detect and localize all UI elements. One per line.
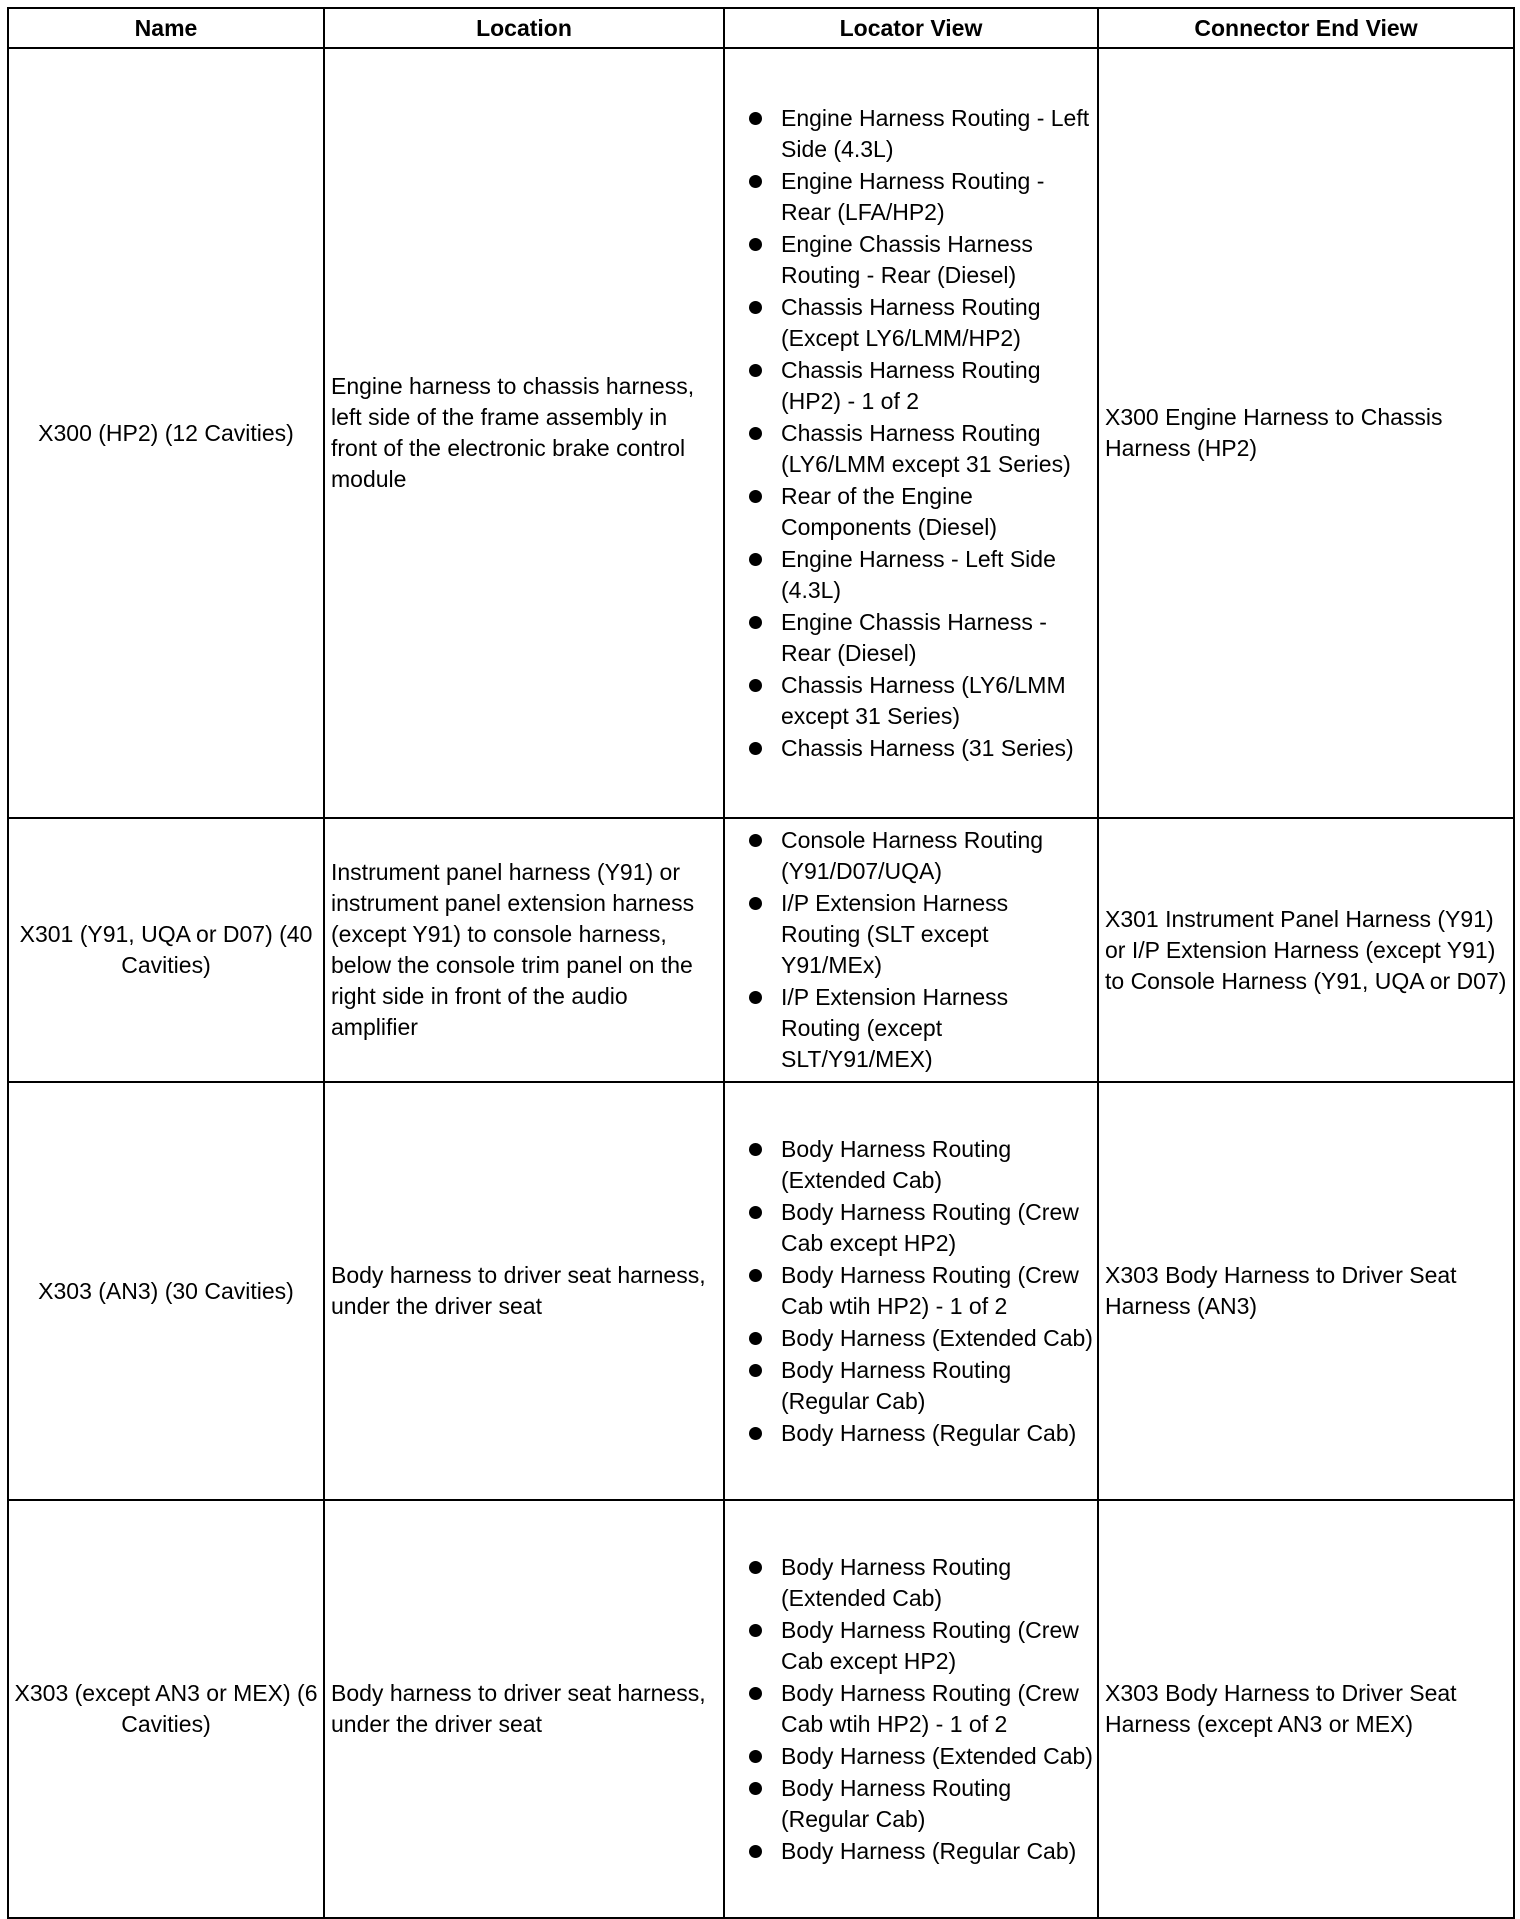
- bullet-icon: [749, 1332, 762, 1345]
- locator-view-cell: [724, 1500, 1098, 1918]
- locator-view-item: [725, 1741, 1093, 1772]
- header-connector-end-view: Connector End View: [1098, 8, 1514, 48]
- locator-view-item: [725, 1355, 1093, 1417]
- locator-view-item: [725, 1836, 1093, 1867]
- locator-view-item: [725, 607, 1093, 669]
- locator-view-link[interactable]: Engine Harness Routing - Rear (LFA/HP2): [781, 167, 1045, 225]
- locator-view-link[interactable]: Body Harness (Regular Cab): [781, 1419, 1077, 1446]
- locator-view-link[interactable]: Engine Chassis Harness - Rear (Diesel): [781, 608, 1047, 666]
- table-row: [8, 818, 1514, 1082]
- locator-view-item: [725, 229, 1093, 291]
- locator-view-item: [725, 1323, 1093, 1354]
- locator-view-item: [725, 1552, 1093, 1614]
- locator-view-cell: [724, 1082, 1098, 1500]
- locator-view-list: [725, 1134, 1093, 1449]
- bullet-icon: [749, 1750, 762, 1763]
- connector-name: X303 (AN3) (30 Cavities): [8, 1082, 324, 1500]
- bullet-icon: [749, 1624, 762, 1637]
- bullet-icon: [749, 679, 762, 692]
- table-body: [8, 48, 1514, 1918]
- connector-location: Body harness to driver seat harness, under the driver seat: [324, 1500, 724, 1918]
- locator-view-cell: [724, 48, 1098, 818]
- locator-view-item: [725, 825, 1093, 887]
- table-row: [8, 1500, 1514, 1918]
- connector-end-view-link[interactable]: X300 Engine Harness to Chassis Harness (HP2): [1098, 48, 1514, 818]
- locator-view-link[interactable]: Chassis Harness Routing (HP2) - 1 of 2: [781, 356, 1041, 414]
- header-location: Location: [324, 8, 724, 48]
- locator-view-link[interactable]: Body Harness Routing (Regular Cab): [781, 1356, 1012, 1414]
- bullet-icon: [749, 490, 762, 503]
- locator-view-link[interactable]: Engine Harness Routing - Left Side (4.3L): [781, 104, 1090, 162]
- locator-view-link[interactable]: Engine Chassis Harness Routing - Rear (Diesel): [781, 230, 1033, 288]
- bullet-icon: [749, 1364, 762, 1377]
- header-locator-view: Locator View: [724, 8, 1098, 48]
- locator-view-item: [725, 1197, 1093, 1259]
- bullet-icon: [749, 834, 762, 847]
- bullet-icon: [749, 112, 762, 125]
- locator-view-link[interactable]: I/P Extension Harness Routing (except SLT/Y91/MEX): [781, 984, 1009, 1072]
- table-row: [8, 1082, 1514, 1500]
- locator-view-list: [725, 103, 1093, 764]
- connector-table: [7, 7, 1515, 1919]
- connector-name: X303 (except AN3 or MEX) (6 Cavities): [8, 1500, 324, 1918]
- connector-name: X301 (Y91, UQA or D07) (40 Cavities): [8, 818, 324, 1082]
- bullet-icon: [749, 1561, 762, 1574]
- bullet-icon: [749, 238, 762, 251]
- connector-location: Engine harness to chassis harness, left side of the frame assembly in front of the electronic brake control module: [324, 48, 724, 818]
- locator-view-item: [725, 355, 1093, 417]
- locator-view-link[interactable]: Rear of the Engine Components (Diesel): [781, 482, 998, 540]
- bullet-icon: [749, 1782, 762, 1795]
- bullet-icon: [749, 1143, 762, 1156]
- header-row: [8, 8, 1514, 48]
- locator-view-item: [725, 1678, 1093, 1740]
- locator-view-link[interactable]: Body Harness (Extended Cab): [781, 1324, 1093, 1351]
- locator-view-link[interactable]: I/P Extension Harness Routing (SLT except Y91/MEx): [781, 890, 1009, 978]
- bullet-icon: [749, 364, 762, 377]
- locator-view-link[interactable]: Engine Harness - Left Side (4.3L): [781, 545, 1056, 603]
- locator-view-item: [725, 982, 1093, 1075]
- locator-view-item: [725, 418, 1093, 480]
- bullet-icon: [749, 742, 762, 755]
- locator-view-item: [725, 166, 1093, 228]
- connector-end-view-link[interactable]: X303 Body Harness to Driver Seat Harness (except AN3 or MEX): [1098, 1500, 1514, 1918]
- bullet-icon: [749, 1269, 762, 1282]
- locator-view-item: [725, 1773, 1093, 1835]
- locator-view-item: [725, 1134, 1093, 1196]
- locator-view-list: [725, 825, 1093, 1075]
- connector-location: Instrument panel harness (Y91) or instrument panel extension harness (except Y91) to console harness, below the console trim panel on the right side in front of the audio amplifier: [324, 818, 724, 1082]
- locator-view-link[interactable]: Body Harness Routing (Crew Cab wtih HP2) - 1 of 2: [781, 1679, 1079, 1737]
- locator-view-cell: [724, 818, 1098, 1082]
- locator-view-link[interactable]: Body Harness Routing (Extended Cab): [781, 1553, 1012, 1611]
- locator-view-item: [725, 1418, 1093, 1449]
- locator-view-item: [725, 888, 1093, 981]
- locator-view-link[interactable]: Body Harness Routing (Crew Cab except HP2): [781, 1198, 1079, 1256]
- bullet-icon: [749, 1427, 762, 1440]
- bullet-icon: [749, 427, 762, 440]
- locator-view-link[interactable]: Chassis Harness (LY6/LMM except 31 Series): [781, 671, 1066, 729]
- locator-view-item: [725, 1260, 1093, 1322]
- locator-view-item: [725, 733, 1093, 764]
- locator-view-item: [725, 292, 1093, 354]
- locator-view-link[interactable]: Body Harness Routing (Crew Cab wtih HP2) - 1 of 2: [781, 1261, 1079, 1319]
- connector-end-view-link[interactable]: X301 Instrument Panel Harness (Y91) or I/P Extension Harness (except Y91) to Console Harness (Y91, UQA or D07): [1098, 818, 1514, 1082]
- bullet-icon: [749, 553, 762, 566]
- bullet-icon: [749, 301, 762, 314]
- connector-end-view-link[interactable]: X303 Body Harness to Driver Seat Harness (AN3): [1098, 1082, 1514, 1500]
- table-row: [8, 48, 1514, 818]
- locator-view-item: [725, 481, 1093, 543]
- bullet-icon: [749, 1845, 762, 1858]
- locator-view-link[interactable]: Chassis Harness (31 Series): [781, 734, 1074, 761]
- locator-view-link[interactable]: Chassis Harness Routing (Except LY6/LMM/HP2): [781, 293, 1041, 351]
- bullet-icon: [749, 616, 762, 629]
- header-name: Name: [8, 8, 324, 48]
- locator-view-item: [725, 544, 1093, 606]
- bullet-icon: [749, 1206, 762, 1219]
- locator-view-link[interactable]: Body Harness (Regular Cab): [781, 1837, 1077, 1864]
- locator-view-link[interactable]: Chassis Harness Routing (LY6/LMM except 31 Series): [781, 419, 1071, 477]
- bullet-icon: [749, 175, 762, 188]
- bullet-icon: [749, 1687, 762, 1700]
- connector-name: X300 (HP2) (12 Cavities): [8, 48, 324, 818]
- locator-view-link[interactable]: Body Harness Routing (Crew Cab except HP2): [781, 1616, 1079, 1674]
- bullet-icon: [749, 897, 762, 910]
- locator-view-link[interactable]: Console Harness Routing (Y91/D07/UQA): [781, 827, 1044, 884]
- connector-location: Body harness to driver seat harness, under the driver seat: [324, 1082, 724, 1500]
- locator-view-item: [725, 1615, 1093, 1677]
- locator-view-link[interactable]: Body Harness Routing (Extended Cab): [781, 1135, 1012, 1193]
- locator-view-link[interactable]: Body Harness Routing (Regular Cab): [781, 1774, 1012, 1832]
- locator-view-item: [725, 103, 1093, 165]
- locator-view-link[interactable]: Body Harness (Extended Cab): [781, 1742, 1093, 1769]
- locator-view-item: [725, 670, 1093, 732]
- locator-view-list: [725, 1552, 1093, 1867]
- bullet-icon: [749, 991, 762, 1004]
